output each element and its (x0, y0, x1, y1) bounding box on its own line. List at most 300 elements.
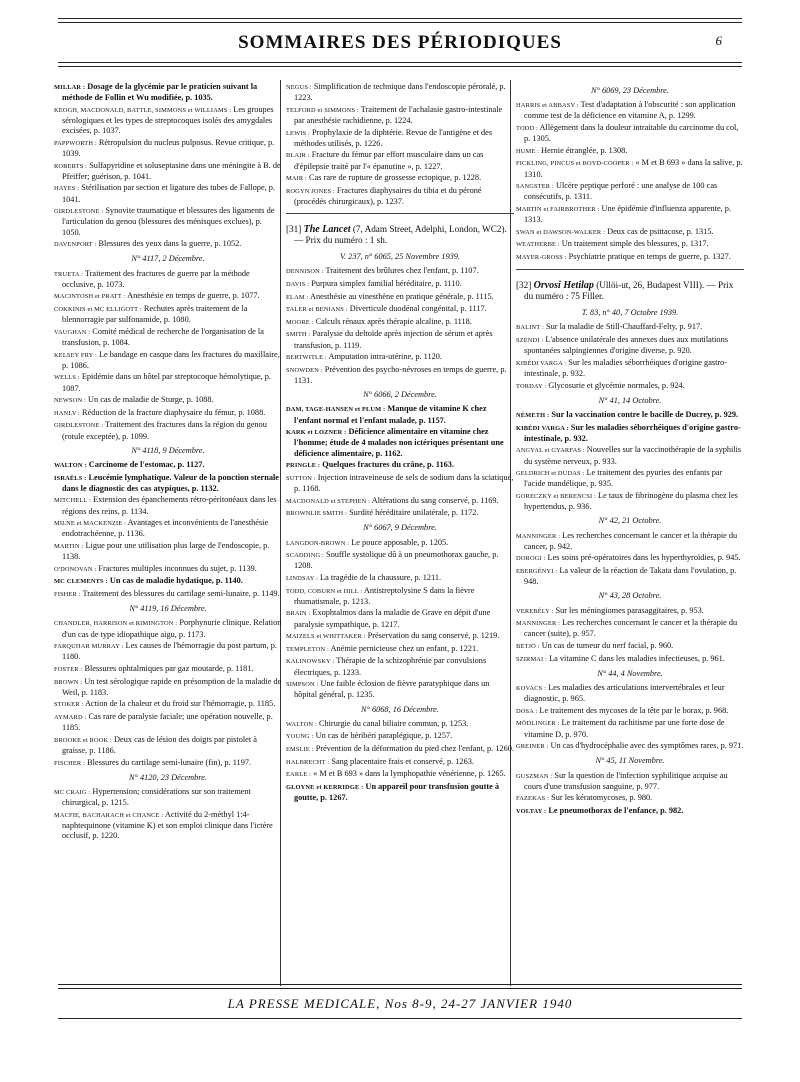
article-authors: BALINT : (516, 324, 544, 332)
article-authors: MACINTOSH et PRATT : (54, 293, 126, 301)
article-entry (286, 508, 514, 519)
article-entry (516, 322, 744, 333)
article-title: Manque de vitamine K chez l'enfant normal et l'enfant malade, p. 1157. (294, 404, 487, 425)
article-title: Traitement de l'achalasie gastro-intestinale par anesthésie rachidienne, p. 1224. (294, 104, 503, 125)
article-title: Synovite traumatique et blessures des ligaments de l'articulation du genou (blessures des ménisques exclues), p. 1050. (62, 206, 275, 237)
article-authors: GIRDLESTONE : (54, 422, 104, 430)
article-authors: MANNINGER : (516, 620, 561, 628)
article-authors: SMITH : (286, 331, 311, 339)
article-title: Anémie pernicieuse chez un enfant, p. 1221. (330, 643, 479, 653)
article-title: Sang placentaire frais et conservé, p. 1263. (331, 756, 474, 766)
article-authors: SCADDING : (286, 552, 324, 560)
article-title: Nouvelles sur la vaccinothérapie de la syphilis du système nerveux, p. 933. (524, 445, 742, 466)
article-entry (54, 758, 282, 769)
article-authors: MITCHELL : (54, 497, 91, 505)
article-title: Exophtalmos dans la maladie de Grave en dépit d'une paralysie sympathique, p. 1217. (294, 608, 491, 629)
article-entry (516, 252, 744, 263)
article-title: Les soins pré-opératoires dans les hyperthyroïdies, p. 945. (547, 553, 741, 563)
article-entry (516, 204, 744, 225)
article-authors: SNOWDEN : (286, 366, 323, 374)
article-entry (516, 606, 744, 617)
article-authors: HALBRECHT : (286, 758, 330, 766)
article-title: La valeur de la réaction de Takata dans l'ovulation, p. 948. (524, 565, 737, 587)
article-authors: EMSLIE : (286, 745, 314, 753)
article-entry (54, 641, 282, 662)
article-title: Les maladies des articulations intervertébrales et leur diagnostic, p. 965. (524, 682, 725, 704)
article-entry (286, 105, 514, 126)
article-entry (286, 586, 514, 607)
article-entry (516, 381, 744, 392)
article-title: Stérilisation par section et ligature des tubes de Fallope, p. 1041. (62, 183, 275, 204)
issue-heading: N° 41, 14 Octobre. (598, 395, 662, 405)
article-entry (516, 158, 744, 179)
article-entry (286, 473, 514, 494)
article-entry (516, 491, 744, 512)
article-title: Le taux de fibrinogène du plasma chez les hypertendus, p. 936. (524, 490, 738, 512)
article-authors: PRINGLE : (286, 462, 321, 470)
article-entry (286, 304, 514, 315)
issue-heading: N° 6067, 9 Décembre. (363, 523, 437, 533)
article-authors: GUSZMAN : (516, 772, 553, 780)
article-authors: GIRDLESTONE : (54, 208, 104, 216)
article-authors: DENNISON : (286, 268, 324, 276)
article-authors: TRUETA : (54, 270, 83, 278)
issue-heading: N° 4118, 9 Décembre. (131, 445, 205, 455)
article-entry (286, 186, 514, 207)
article-entry (286, 782, 514, 803)
article-authors: VOLTAY : (516, 807, 547, 815)
article-title: Injection intraveineuse de sels de sodium dans la sciatique, p. 1168. (294, 472, 514, 493)
article-entry (286, 573, 514, 584)
article-authors: HANLY : (54, 409, 80, 417)
article-authors: TODD : (516, 125, 538, 132)
article-entry (286, 173, 514, 184)
article-title: Diverticule duodénal congénital, p. 1117. (349, 304, 487, 314)
article-title: Blessures ophtalmiques par gaz moutarde, p. 1181. (84, 663, 254, 673)
article-entry (516, 641, 744, 652)
article-title: Traitement des brûlures chez l'enfant, p. 1107. (325, 266, 479, 276)
article-entry (54, 664, 282, 675)
article-title: Les causes de l'hémorragie du post partum, p. 1180. (62, 641, 278, 662)
article-entry (516, 706, 744, 717)
article-entry (286, 329, 514, 350)
article-authors: BROWN : (54, 678, 83, 686)
article-entry (54, 161, 282, 182)
article-authors: MAIZELS et WHITTAKER : (286, 633, 366, 641)
article-authors: LINDSAY : (286, 574, 318, 582)
article-title: Psychiatrie pratique en temps de guerre, p. 1327. (568, 251, 731, 261)
article-title: Deux cas de lésion des doigts par pistolet à graisse, p. 1186. (62, 734, 257, 755)
article-entry (286, 365, 514, 386)
article-title: Prévention des psycho-névroses en temps de guerre, p. 1131. (294, 364, 507, 385)
article-authors: MACDONALD et STEPHEN : (286, 497, 371, 505)
article-title: Hernie étranglée, p. 1308. (541, 145, 628, 155)
article-authors: SUTTON : (286, 474, 316, 482)
article-title: Simplification de technique dans l'endoscopie péroralé, p. 1223. (294, 82, 506, 103)
article-title: Purpura simplex familial héréditaire, p. 1110. (311, 278, 462, 288)
issue-heading: N° 45, 11 Novembre. (595, 756, 665, 766)
article-entry (516, 806, 744, 817)
article-authors: KALINOWSKY : (286, 658, 335, 666)
article-authors: O'DONOVAN : (54, 565, 97, 573)
article-entry (54, 677, 282, 698)
journal-address: (Ullöi-ut, 26, Budapest VIII). — Prix du numéro : 75 Filler. (524, 280, 734, 302)
article-authors: DAM, TAGE-HANSEN et PLUM : (286, 406, 386, 414)
article-title: Un cas de maladie de Sturge, p. 1088. (88, 395, 214, 405)
article-title: La vitamine C dans les maladies infectieuses, p. 961. (549, 653, 725, 663)
article-entry (516, 654, 744, 665)
column-2 (286, 82, 514, 804)
article-authors: WELLS : (54, 374, 80, 382)
article-title: Une épidémie d'influenza apparente, p. 1313. (524, 203, 732, 225)
article-title: Sur les méningiomes parasaggitaires, p. 953. (555, 605, 704, 615)
article-title: Test d'adaptation à l'obscurité : son application comme test de la déficience en vitamine A, p. 1299. (524, 100, 736, 121)
article-authors: KEOGH, MACDONALD, BATTLE, SIMMONS et WILLIAMS : (54, 106, 232, 114)
article-authors: NEWSON : (54, 397, 86, 405)
article-authors: MANNINGER : (516, 532, 561, 540)
article-title: Glycosurie et glycémie normales, p. 924. (548, 380, 685, 390)
article-entry (54, 699, 282, 710)
article-entry (516, 553, 744, 564)
article-authors: MARTIN et FAIRBROTHER : (516, 205, 600, 213)
article-authors: VAUGHAN : (54, 328, 91, 336)
article-entry (286, 679, 514, 700)
article-authors: MOORE : (286, 318, 314, 326)
article-entry (54, 420, 282, 441)
article-entry (286, 631, 514, 642)
article-title: Paralysie du deltoïde après injection de sérum et après transfusion, p. 1119. (294, 329, 493, 350)
article-authors: COKKINIS et MC ELLIGOTT : (54, 305, 142, 313)
article-title: Anesthésie au vinesthène en pratique générale, p. 1115. (310, 291, 494, 301)
article-title: Les recherches concernant le cancer et la thérapie du cancer, p. 942. (524, 530, 738, 551)
article-authors: TEMPLETON : (286, 645, 329, 653)
article-authors: BROOKE et ROOK : (54, 736, 112, 744)
article-authors: STOKER : (54, 701, 84, 709)
journal-number: [32] (516, 280, 532, 291)
article-authors: TODD, COBURN et HILL : (286, 587, 363, 595)
issue-heading: N° 6066, 2 Décembre. (363, 390, 437, 400)
article-entry (286, 128, 514, 149)
article-entry (54, 206, 282, 238)
article-authors: DAVIS : (286, 280, 310, 288)
article-title: Calculs rénaux après thérapie alcaline, p. 1118. (315, 316, 472, 326)
issue-heading: N° 44, 4 Novembre. (597, 668, 663, 678)
article-title: Traitement des blessures du cartilage semi-lunaire, p. 1149. (82, 588, 280, 598)
article-entry (54, 408, 282, 419)
article-authors: DOSA : (516, 707, 538, 715)
article-authors: MC CLEMENTS : (54, 578, 108, 586)
article-entry (286, 656, 514, 677)
article-authors: VEREBÉLY : (516, 607, 554, 615)
article-entry (286, 550, 514, 571)
article-title: Le bandage en casque dans les fractures du maxillaire, p. 1086. (62, 349, 280, 370)
article-authors: CHANDLER, HARRISON et RIMINGTON : (54, 620, 178, 628)
article-authors: KARK et LOZNER : (286, 429, 347, 437)
article-title: Cas rare de rupture de grossesse ectopique, p. 1228. (309, 173, 482, 183)
journal-heading (516, 280, 744, 302)
article-entry (516, 566, 744, 587)
article-authors: MAYER-GROSS : (516, 253, 567, 261)
article-authors: AYMARD : (54, 713, 87, 721)
article-title: Sur les kératomycoses, p. 980. (551, 793, 653, 803)
article-entry (516, 123, 744, 144)
article-authors: ROBERTS : (54, 162, 88, 170)
article-title: Anesthésie en temps de guerre, p. 1077. (127, 291, 260, 301)
article-entry (54, 269, 282, 290)
article-authors: GELDRICH et DUDAS : (516, 470, 585, 478)
article-title: Le pouce apposable, p. 1205. (351, 537, 449, 547)
article-title: Traitement des fractures de guerre par la méthode occlusive, p. 1073. (62, 268, 250, 289)
article-authors: FICKLING, PINCUS et BOYD-COOPER : (516, 160, 634, 168)
footer-rule-3 (58, 1018, 742, 1019)
article-entry (286, 317, 514, 328)
article-entry (516, 771, 744, 792)
article-title: Fractures diaphysaires du tibia et du péroné (procédés chirurgicaux), p. 1237. (294, 185, 482, 206)
article-entry (516, 531, 744, 552)
article-authors: ISRAËLS : (54, 474, 87, 482)
article-title: Cas rare de paralysie faciale; une opération nouvelle, p. 1185. (62, 711, 273, 733)
article-title: Dosage de la glycémie par le praticien suivant la méthode de Follin et Wu modifiée, p. 1035. (62, 82, 258, 103)
article-title: Antistreptolysine S dans la fièvre rhumatismale, p. 1213. (294, 585, 475, 606)
article-authors: SZIRMAI : (516, 655, 547, 663)
journal-name: Orvosi Hetilap (533, 280, 594, 292)
article-title: Réduction de la fracture diaphysaire du fémur, p. 1088. (82, 407, 266, 417)
article-authors: EBERGÉNYI : (516, 567, 558, 575)
article-authors: SZENDI : (516, 336, 544, 344)
article-entry (286, 496, 514, 507)
article-title: Allègement dans la douleur intraitable du carcinome du col, p. 1305. (524, 123, 739, 144)
article-title: Rétropulsion du nucleus pulposus. Revue critique, p. 1039. (62, 137, 275, 158)
article-entry (286, 82, 514, 103)
article-authors: DOROGI : (516, 555, 546, 563)
article-title: La tragédie de la chaussure, p. 1211. (320, 572, 442, 582)
issue-heading: N° 4119, 16 Décembre. (129, 604, 207, 614)
article-authors: WEATHERBE : (516, 241, 560, 249)
article-authors: FARQUHAR MURRAY : (54, 643, 124, 651)
article-title: Hypertension; considérations sur son traitement chirurgical, p. 1215. (62, 786, 251, 808)
article-entry (286, 279, 514, 290)
article-authors: MARTIN : (54, 542, 84, 550)
article-title: Un cas d'hydrocéphalie avec des symptômes rares, p. 971. (550, 741, 744, 751)
article-title: Altérations du sang conservé, p. 1169. (371, 495, 499, 505)
article-title: Quelques fractures du crâne, p. 1163. (322, 460, 454, 470)
article-entry (54, 327, 282, 348)
article-authors: NÉMETH : (516, 411, 550, 419)
article-title: Surdité héréditaire unilatérale, p. 1172. (349, 508, 479, 518)
article-authors: KIBÉDI VARGA : (516, 359, 567, 367)
header-rule-2 (58, 66, 742, 67)
article-entry (516, 683, 744, 704)
article-entry (54, 712, 282, 733)
article-entry (286, 731, 514, 742)
article-authors: KELSEY FRY : (54, 351, 97, 359)
issue-heading: T. 83, n° 40, 7 Octobre 1939. (581, 308, 679, 318)
article-entry (516, 335, 744, 356)
article-authors: FISHER : (54, 590, 81, 598)
article-entry (54, 541, 282, 562)
article-entry (516, 227, 744, 238)
article-title: Souffle systolique dû à un pneumothorax gauche, p. 1208. (294, 550, 499, 571)
article-title: Fracture du fémur par effort musculaire dans un cas d'épilepsie traité par l'« épanutine », p. 1227. (294, 150, 484, 171)
issue-heading: V. 237, n° 6065, 25 Novembre 1939. (340, 252, 460, 262)
article-authors: FOSTER : (54, 665, 83, 673)
article-authors: TELFORD et SIMMONS : (286, 106, 359, 114)
article-title: Thérapie de la schizophrénie par convulsions électriques, p. 1233. (294, 656, 487, 677)
article-authors: MILLAR : (54, 84, 86, 91)
article-entry (54, 105, 282, 137)
article-entry (286, 769, 514, 780)
article-entry (54, 518, 282, 539)
article-authors: WALTON : (286, 720, 317, 728)
article-title: Le pneumothorax de l'enfance, p. 982. (548, 805, 684, 815)
article-entry (516, 468, 744, 489)
issue-heading: N° 42, 21 Octobre. (598, 516, 662, 526)
article-title: Une faible éclosion de fièvre paratyphique dans un hôpital général, p. 1235. (294, 679, 490, 700)
article-title: Sur les maladies séborrhéiques d'origine gastro-intestinale, p. 932. (524, 422, 741, 443)
article-title: Activité du 2-méthyl 1:4-naphtequinone (vitamine K) et son emploi clinique dans l'ictère occlusif, p. 1220. (62, 809, 273, 841)
article-title: Les recherches concernant le cancer et la thérapie du cancer (suite), p. 957. (524, 618, 738, 639)
article-title: Le traitement des pyuries des enfants par l'acide mandélique, p. 935. (524, 468, 723, 489)
journal-rule (286, 213, 514, 214)
article-title: Blessures des yeux dans la guerre, p. 1052. (98, 239, 242, 249)
article-entry (516, 181, 744, 202)
article-title: Sulfapyridine et soluseptasine dans une méningite à B. de Pfeiffer; guérison, p. 1041. (62, 160, 281, 181)
footer-text: LA PRESSE MEDICALE, Nos 8-9, 24-27 JANVIER 1940 (227, 996, 573, 1011)
article-authors: HAYES : (54, 185, 80, 193)
article-authors: SIMPSON : (286, 681, 319, 689)
article-title: Prophylaxie de la diphtérie. Revue de l'antigène et des méthodes utilisés, p. 1226. (294, 127, 493, 148)
article-authors: DAVENPORT : (54, 241, 97, 249)
article-entry (516, 618, 744, 639)
article-entry (54, 473, 282, 494)
article-authors: LANGDON-BROWN : (286, 539, 350, 547)
article-title: Extension des épanchements rétro-péritonéaux dans les régions des reins, p. 1134. (62, 495, 277, 516)
article-authors: MÖDLINGER : (516, 720, 560, 728)
article-entry (516, 100, 744, 121)
article-entry (286, 404, 514, 425)
article-authors: YOUNG : (286, 733, 314, 741)
article-authors: GORECZKY et BERENCSI : (516, 492, 596, 500)
article-authors: NEGUS : (286, 84, 312, 91)
article-entry (286, 538, 514, 549)
article-title: Deux cas de psittacose, p. 1315. (607, 226, 714, 236)
header-rule (58, 62, 742, 63)
journal-number: [31] (286, 224, 302, 235)
article-authors: HARRIS et ABBASY : (516, 102, 579, 110)
article-entry (286, 352, 514, 363)
article-entry (516, 423, 744, 444)
article-authors: KIBÉDI VARGA : (516, 424, 569, 432)
article-title: Amputation intra-utérine, p. 1120. (328, 352, 442, 362)
article-title: Blessures du cartilage semi-lunaire (fin), p. 1197. (87, 757, 252, 767)
article-title: Carcinome de l'estomac, p. 1127. (88, 459, 205, 469)
article-entry (516, 239, 744, 250)
article-title: Ligue pour une utilisation plus large de l'endoscopie, p. 1138. (62, 540, 270, 562)
article-authors: MAIR : (286, 175, 307, 183)
article-title: Un traitement simple des blessures, p. 1317. (561, 239, 709, 249)
article-title: Action de la chaleur et du froid sur l'hémorragie, p. 1185. (84, 699, 276, 709)
article-entry (286, 608, 514, 629)
page-number: 6 (715, 33, 722, 48)
article-authors: LEWIS : (286, 129, 310, 137)
column-3 (516, 82, 744, 819)
article-title: Le traitement du rachitisme par une forte dose de vitamine D, p. 970. (524, 718, 725, 739)
article-title: Porphynurie clinique. Relation d'un cas de type idiopathique aigu, p. 1173. (62, 618, 282, 639)
article-title: Ulcère peptique perforé : une analyse de 100 cas consécutifs, p. 1311. (524, 181, 718, 202)
top-rule (58, 18, 742, 19)
article-authors: KOVACS : (516, 684, 547, 692)
article-title: Déficience alimentaire en vitamine chez l'homme; étude de 4 malades non ictériques présentant une déficience alimentaire, p. 1162. (294, 427, 504, 458)
article-entry (54, 495, 282, 516)
article-entry (54, 460, 282, 471)
issue-heading: N° 6069, 23 Décembre. (591, 86, 669, 95)
article-title: Le traitement des mycoses de la tête par le borax, p. 968. (539, 705, 729, 715)
article-title: Sur la vaccination contre le bacille de Ducrey, p. 929. (551, 409, 739, 419)
article-title: Un test sérologique rapide en présomption de la maladie de Weil, p. 1183. (62, 676, 282, 697)
article-title: Préservation du sang conservé, p. 1219. (367, 631, 500, 641)
article-entry (516, 410, 744, 421)
article-authors: GREINER : (516, 743, 549, 751)
article-title: « M et B 693 » dans la lymphopathie vénérienne, p. 1265. (313, 769, 506, 779)
article-title: L'absence unilatérale des annexes dues aux mutilations spontanées salpingiennes d'origine diverse, p. 920. (524, 334, 728, 356)
issue-heading: N° 6068, 16 Décembre. (361, 704, 439, 714)
issue-heading: N° 4120, 23 Décembre. (129, 772, 207, 782)
article-entry (54, 589, 282, 600)
article-entry (54, 810, 282, 842)
article-title: Comité médical de recherche de l'organisation de la transfusion, p. 1084. (62, 326, 264, 347)
article-entry (54, 618, 282, 639)
page-title: SOMMAIRES DES PÉRIODIQUES (238, 32, 562, 53)
article-title: Un appareil pour transfusion goutte à goutte, p. 1267. (294, 781, 500, 802)
article-entry (54, 239, 282, 250)
article-title: Traitement des fractures dans la région du genou (rotule exceptée), p. 1099. (62, 420, 267, 441)
article-authors: HUME : (516, 147, 540, 155)
article-authors: PAPPWORTH : (54, 139, 97, 147)
article-entry (286, 150, 514, 171)
article-authors: ANGYAL et GYARFAS : (516, 447, 585, 455)
article-entry (54, 576, 282, 587)
article-entry (286, 292, 514, 303)
article-title: Leucémie lymphatique. Valeur de la ponction sternale dans le diagnostic des cas atypiques, p. 1132. (62, 472, 279, 493)
article-entry (54, 787, 282, 808)
article-entry (516, 718, 744, 739)
article-authors: MACFIE, BACHARACH et CHANCE : (54, 811, 164, 819)
article-entry (54, 291, 282, 302)
article-entry (54, 138, 282, 159)
footer-rule (58, 984, 742, 985)
article-authors: BERTWITLE : (286, 354, 327, 362)
article-entry (54, 564, 282, 575)
article-entry (516, 358, 744, 379)
article-authors: EARLE : (286, 771, 312, 779)
journal-address: (7, Adam Street, Adelphi, London, WC2). — Prix du numéro : 1 sh. (294, 224, 507, 246)
article-entry (286, 427, 514, 459)
article-authors: FAZEKAS : (516, 795, 550, 803)
article-entry (286, 644, 514, 655)
article-authors: WALTON : (54, 461, 87, 469)
column-1 (54, 82, 282, 843)
article-title: Epidémie dans un hôtel par streptocoque hémolytique, p. 1087. (62, 372, 271, 393)
article-authors: BRAIN : (286, 610, 311, 618)
article-entry (54, 82, 282, 103)
article-title: Sur les maladies séborrhéiques d'origine gastro-intestinale, p. 932. (524, 357, 728, 378)
journal-name: The Lancet (303, 224, 351, 236)
article-entry (286, 719, 514, 730)
article-authors: BROWNLIE SMITH : (286, 510, 347, 518)
footer-rule-2 (58, 988, 742, 989)
article-entry (516, 445, 744, 466)
article-title: Un cas de béribéri paraplégique, p. 1257. (315, 731, 453, 741)
